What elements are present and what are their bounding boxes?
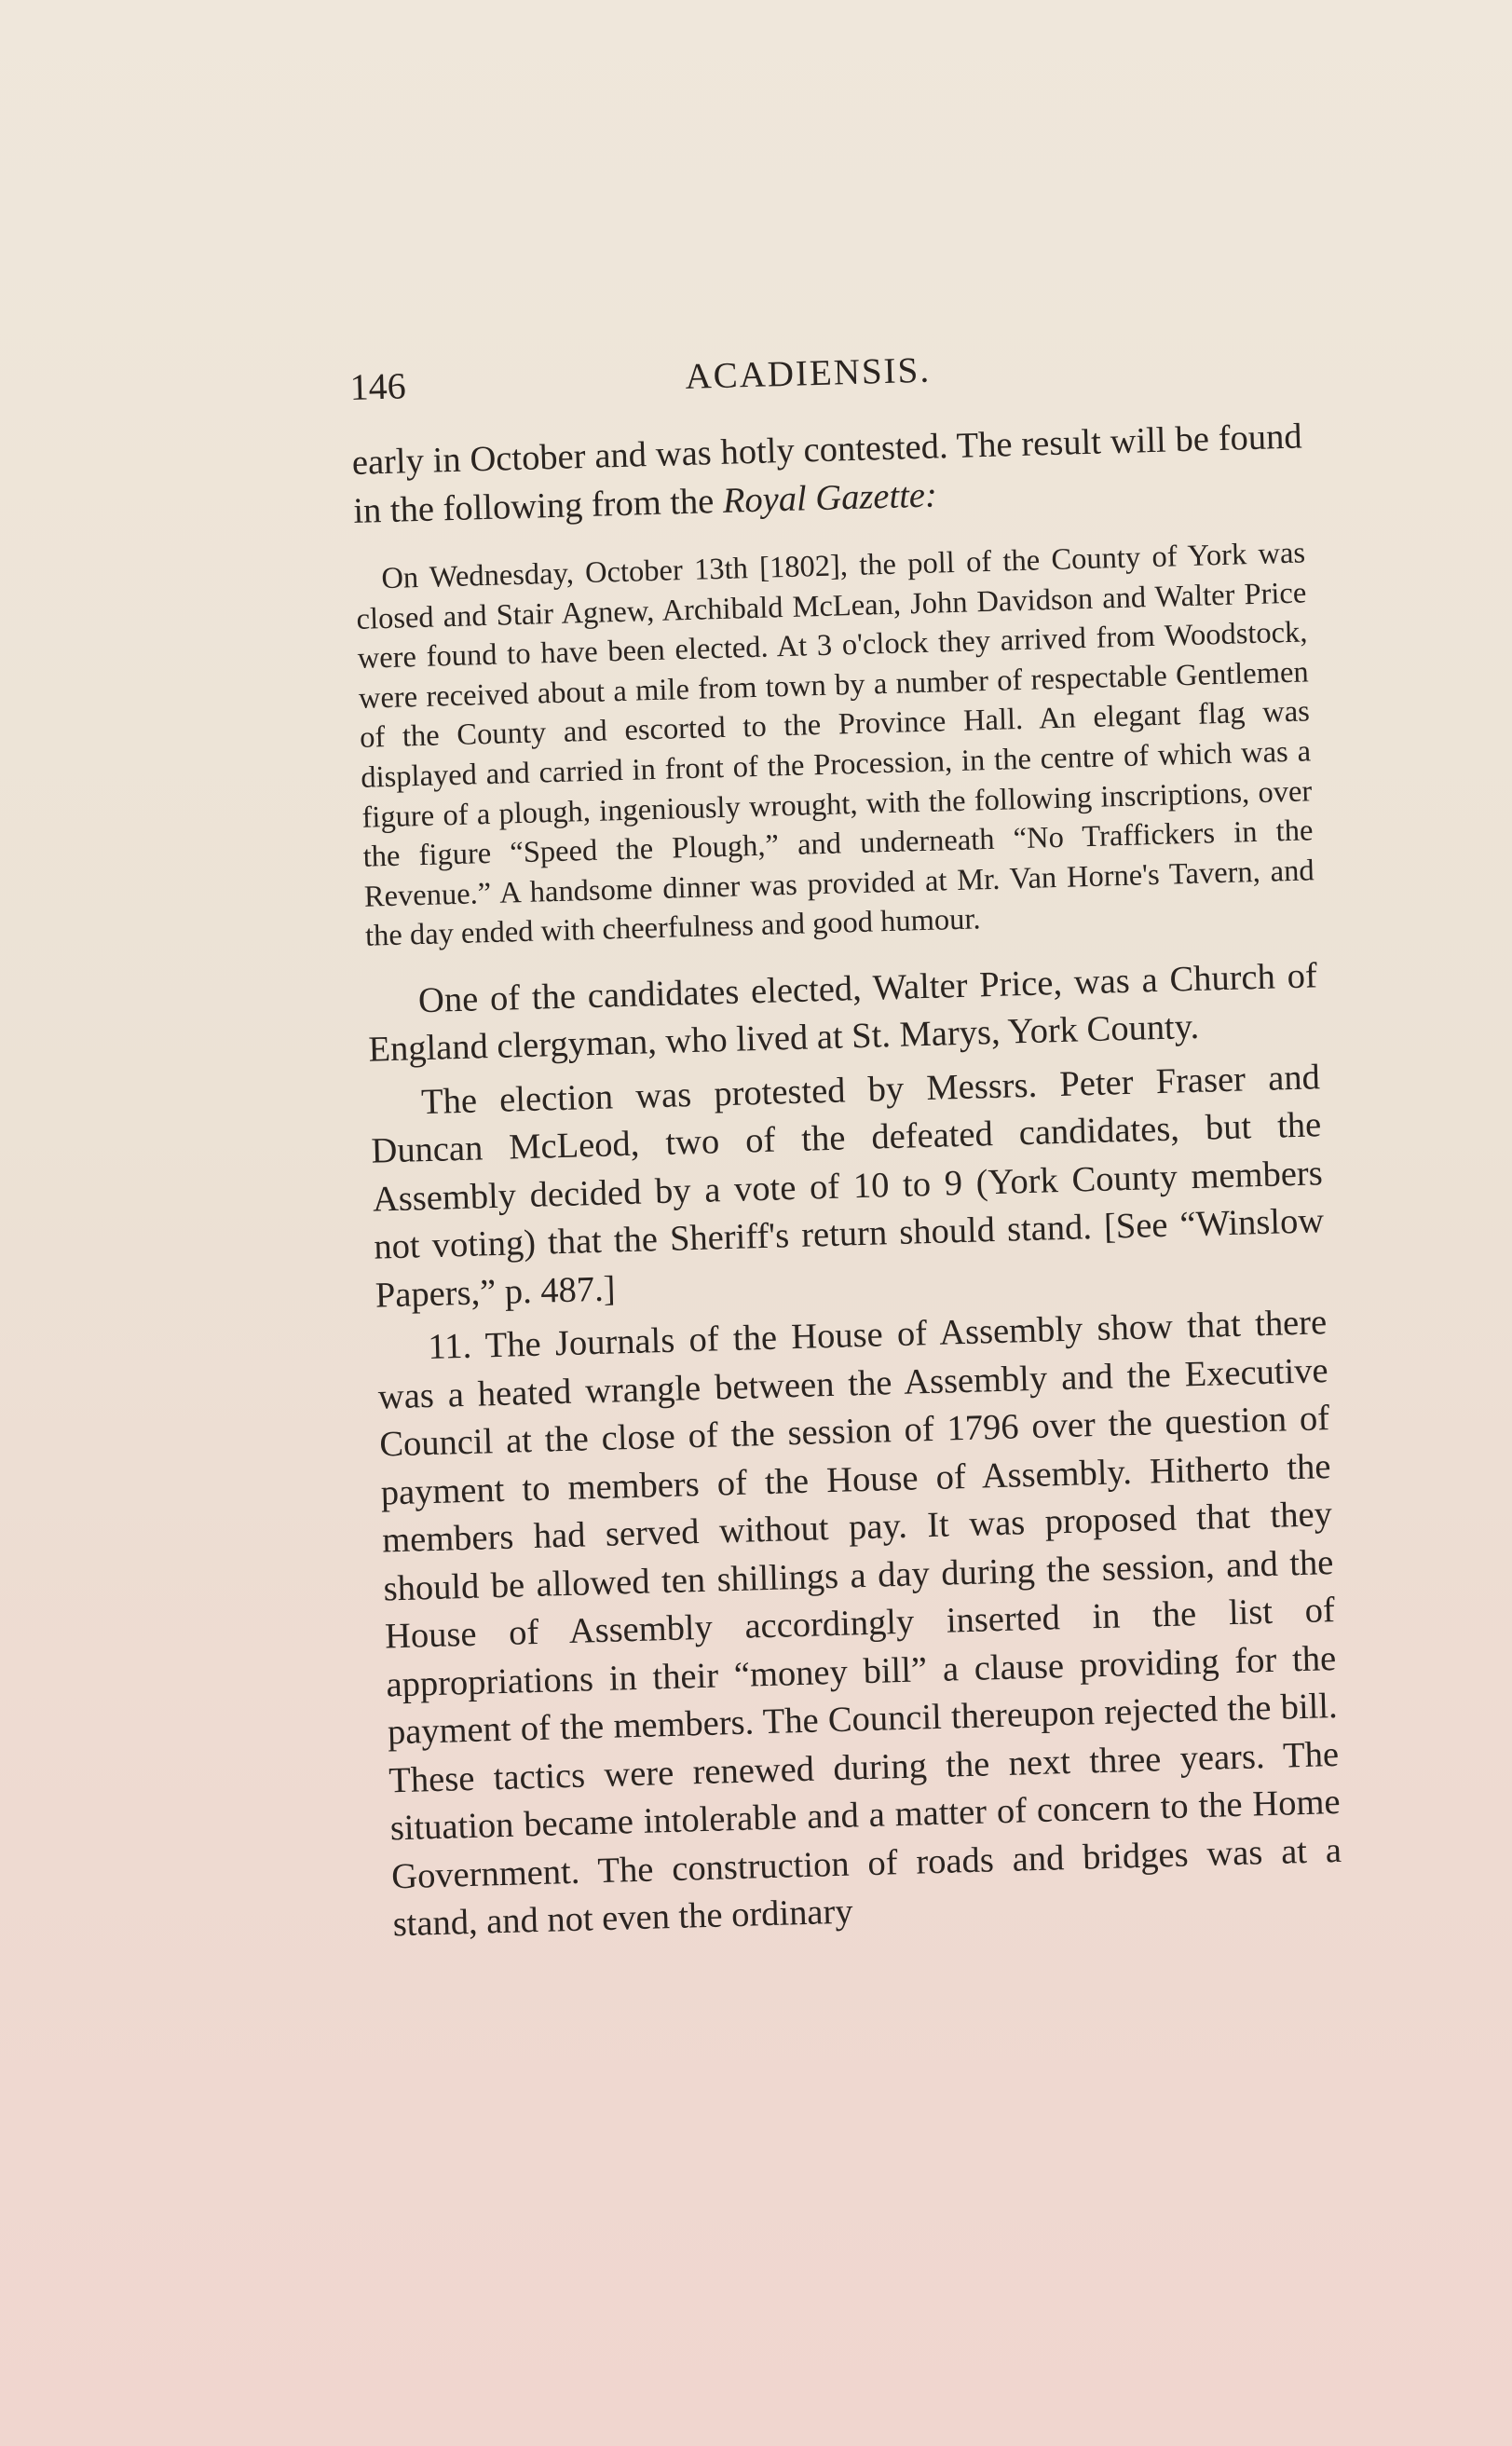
source-title: Royal Gazette: <box>722 474 938 521</box>
intro-text: early in October and was hotly contested. The result will be found in the following from the <box>351 417 1303 531</box>
paragraph-candidates: One of the candidates elected, Walter Price, was a Church of England clergyman, who lived at St. Marys, York County. <box>367 956 1318 1071</box>
running-head: ACADIENSIS. <box>684 349 932 397</box>
page-number: 146 <box>349 364 407 408</box>
quote-text: On Wednesday, October 13th [1802], the poll of the County of York was closed and Stair Agnew, Archibald McLean, John Davidson and Walter Price were found to have been elected. At 3 o'clock they arrived from Woodstock, were received about a mile from town by a number of respectable Gentlemen of the County and escorted to the Province Hall. An elegant flag was displayed and carried in front of the Procession, in the centre of which was a figure of a plough, ingeniously wrought, with the following inscriptions, over the figure “Speed the Plough,” and underneath “No Traffickers in the Revenue.” A handsome dinner was provided at Mr. Van Horne's Tavern, and the day ended with cheerfulness and good humour. <box>356 536 1315 954</box>
paragraph-section-11: 11. The Journals of the House of Assembly show that there was a heated wrangle between the Assembly and the Executive Council at the close of the session of 1796 over the question of payment to members of the House of Assembly. Hitherto the members had served without pay. It was proposed that they should be allowed ten shillings a day during the session, and the House of Assembly accordingly inserted in the list of appropriations in their “money bill” a clause providing for the payment of the members. The Council thereupon rejected the bill. These tactics were renewed during the next three years. The situation became intolerable and a matter of concern to the Home Government. The construction of roads and bridges was at a stand, and not even the ordinary <box>377 1303 1342 1945</box>
block-quote <box>355 533 1315 956</box>
text-block <box>349 336 1418 1949</box>
paragraph-election-protest: The election was protested by Messrs. Peter Fraser and Duncan McLeod, two of the defeated candidates, but the Assembly decided by a vote of 10 to 9 (York County members not voting) that the Sheriff's return should stand. [See “Winslow Papers,” p. 487.] <box>370 1058 1325 1316</box>
